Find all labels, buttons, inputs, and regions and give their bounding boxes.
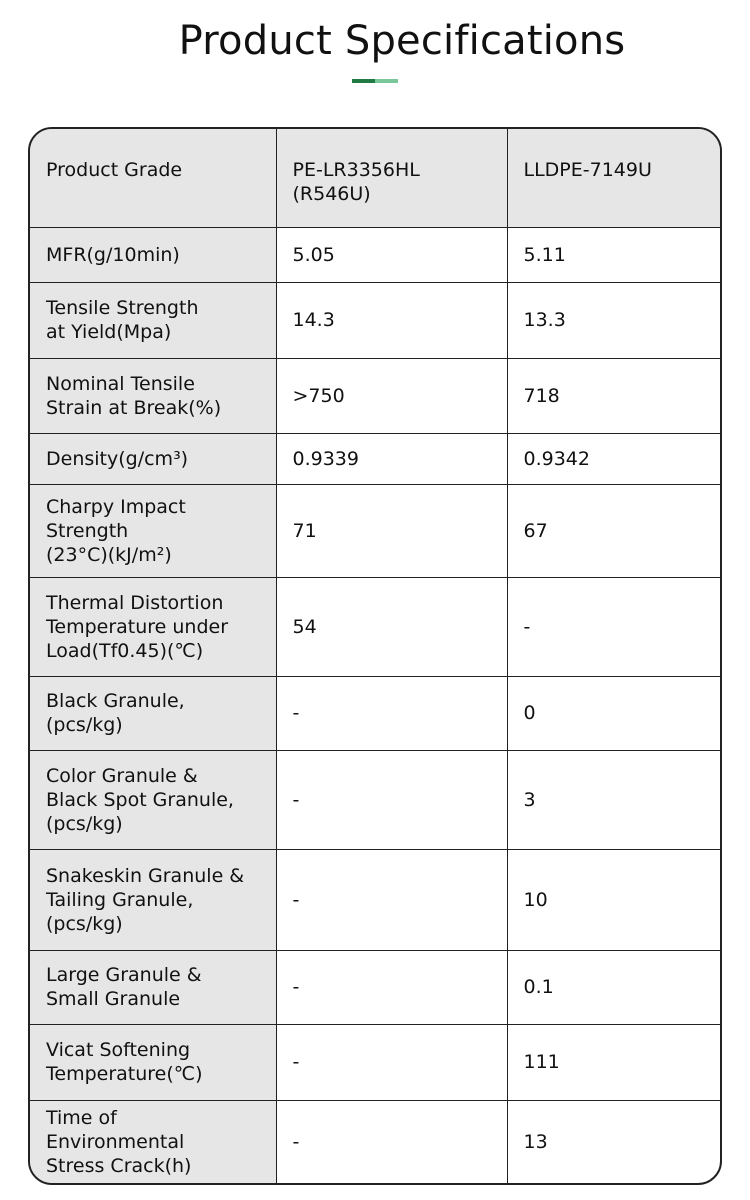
row-value-cell: [507, 433, 720, 484]
row-value-1: -: [292, 1130, 300, 1153]
row-value-1: 5.05: [292, 243, 335, 266]
underline-light-segment: [375, 79, 398, 83]
row-label-cell: [30, 676, 276, 750]
row-value-cell: [507, 950, 720, 1024]
table-row: [30, 849, 720, 950]
row-value-1: -: [292, 702, 300, 724]
row-value-cell: [276, 849, 507, 950]
table-row: [30, 433, 720, 484]
header-cell-product-grade: [30, 129, 276, 227]
page-title: Product Specifications: [178, 18, 626, 64]
table-row: [30, 1024, 720, 1100]
table-row: [30, 950, 720, 1024]
row-label: Vicat Softening Temperature(℃): [46, 1039, 203, 1085]
row-value-2: -: [523, 615, 531, 638]
header-grade-2: LLDPE-7149U: [523, 159, 652, 181]
row-label: Tensile Strength at Yield(Mpa): [46, 297, 199, 343]
row-value-2: 5.11: [523, 243, 566, 266]
row-value-2: 13: [523, 1130, 548, 1153]
row-value-cell: [276, 358, 507, 433]
row-value-cell: [276, 282, 507, 358]
row-label-cell: [30, 849, 276, 950]
row-label-cell: [30, 282, 276, 358]
title-underline-accent: [352, 79, 398, 83]
row-value-cell: [276, 1100, 507, 1183]
row-value-cell: [507, 227, 720, 282]
row-label-cell: [30, 358, 276, 433]
row-value-1: -: [292, 888, 300, 911]
row-value-cell: [276, 1024, 507, 1100]
spec-table: [30, 129, 720, 1183]
row-value-1: 54: [292, 615, 317, 638]
row-value-2: 13.3: [523, 309, 566, 331]
row-label: Thermal Distortion Temperature under Load(Tf0.45)(℃): [46, 591, 229, 662]
row-value-2: 0.9342: [523, 447, 590, 470]
table-row: [30, 484, 720, 577]
table-header-row: [30, 129, 720, 227]
row-value-2: 67: [523, 519, 548, 542]
row-value-1: 71: [292, 519, 317, 542]
row-label: Density(g/cm³): [46, 447, 189, 470]
table-row: [30, 282, 720, 358]
row-label-cell: [30, 750, 276, 849]
row-label-cell: [30, 950, 276, 1024]
row-value-cell: [507, 1024, 720, 1100]
row-label: Time of Environmental Stress Crack(h): [46, 1106, 192, 1177]
row-label: Color Granule & Black Spot Granule, (pcs/kg): [46, 764, 234, 835]
header-cell-grade-1: [276, 129, 507, 227]
row-value-cell: [276, 484, 507, 577]
row-value-cell: [507, 484, 720, 577]
header-label: Product Grade: [46, 159, 183, 181]
row-value-2: 0.1: [523, 976, 554, 998]
header-cell-grade-2: [507, 129, 720, 227]
underline-dark-segment: [352, 79, 375, 83]
table-row: [30, 1100, 720, 1183]
row-label-cell: [30, 484, 276, 577]
row-label: Black Granule, (pcs/kg): [46, 690, 185, 736]
row-label-cell: [30, 577, 276, 676]
row-value-cell: [276, 676, 507, 750]
row-label: Nominal Tensile Strain at Break(%): [46, 372, 222, 419]
header-grade-1: PE-LR3356HL (R546U): [292, 159, 420, 205]
row-value-cell: [507, 750, 720, 849]
row-value-cell: [507, 358, 720, 433]
row-value-cell: [507, 1100, 720, 1183]
table-row: [30, 750, 720, 849]
row-label: Large Granule & Small Granule: [46, 964, 202, 1010]
row-value-cell: [507, 849, 720, 950]
table-row: [30, 227, 720, 282]
row-value-1: -: [292, 788, 300, 811]
row-value-cell: [507, 282, 720, 358]
row-value-2: 10: [523, 888, 548, 911]
row-label-cell: [30, 227, 276, 282]
row-label-cell: [30, 433, 276, 484]
row-value-1: -: [292, 1051, 300, 1073]
row-value-cell: [276, 950, 507, 1024]
row-label-cell: [30, 1024, 276, 1100]
spec-table-container: [28, 127, 722, 1185]
row-value-2: 718: [523, 384, 560, 407]
row-value-1: -: [292, 976, 300, 998]
row-value-1: 14.3: [292, 309, 335, 331]
row-value-2: 3: [523, 788, 536, 811]
row-label: Snakeskin Granule & Tailing Granule, (pcs/kg): [46, 864, 245, 935]
row-value-1: 0.9339: [292, 447, 359, 470]
row-value-cell: [276, 577, 507, 676]
row-value-cell: [507, 577, 720, 676]
row-label: MFR(g/10min): [46, 243, 180, 266]
table-row: [30, 676, 720, 750]
row-value-2: 111: [523, 1051, 560, 1073]
table-row: [30, 358, 720, 433]
row-label-cell: [30, 1100, 276, 1183]
row-value-cell: [276, 750, 507, 849]
row-value-cell: [276, 227, 507, 282]
row-value-cell: [276, 433, 507, 484]
row-value-1: >750: [292, 384, 345, 407]
row-value-cell: [507, 676, 720, 750]
table-row: [30, 577, 720, 676]
row-label: Charpy Impact Strength (23°C)(kJ/m²): [46, 495, 186, 566]
row-value-2: 0: [523, 702, 536, 724]
